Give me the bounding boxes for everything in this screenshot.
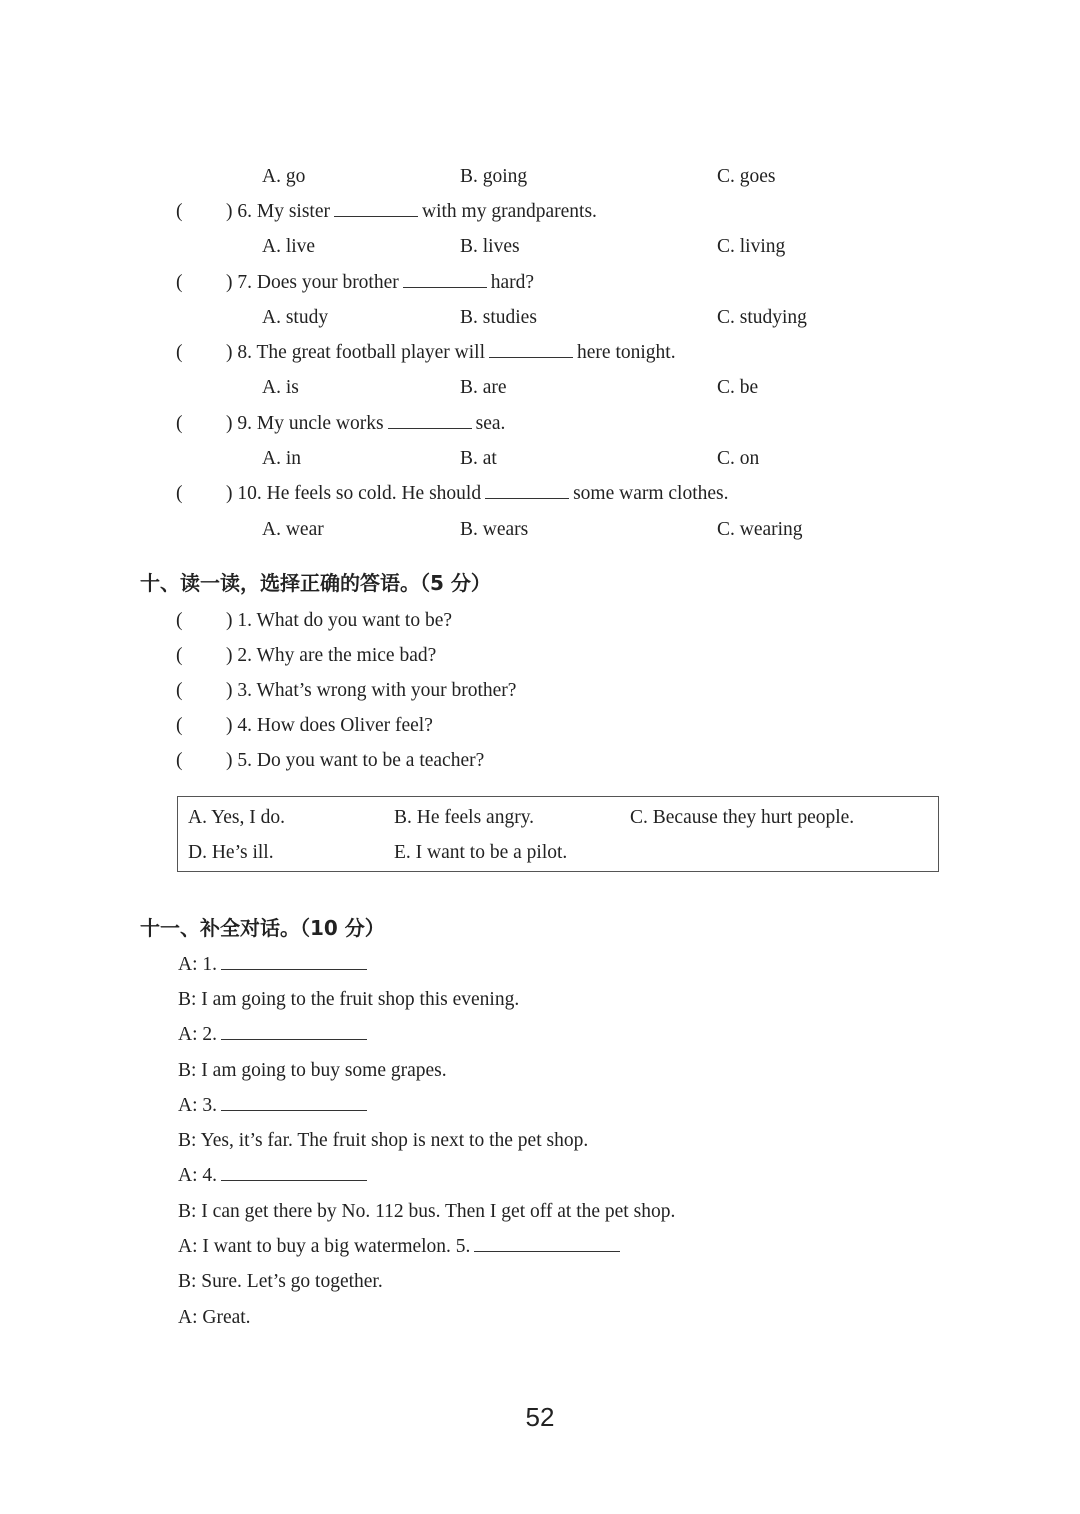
q9-option-c: C. on: [717, 448, 760, 469]
question-6-text: ) 6. My sister: [226, 201, 330, 222]
answer-blank[interactable]: [221, 1160, 367, 1181]
section-10-heading: 十、读一读，选择正确的答语。（5 分）: [140, 571, 491, 595]
question-10-text-end: some warm clothes.: [573, 483, 729, 504]
q5-option-a: A. go: [262, 166, 306, 187]
answer-paren[interactable]: (: [176, 680, 183, 701]
answer-blank[interactable]: [485, 478, 569, 499]
dialogue-text: A: 1.: [178, 954, 217, 975]
answer-blank[interactable]: [489, 337, 573, 358]
question-10-text: ) 10. He feels so cold. He should: [226, 483, 482, 504]
dialogue-text: B: I can get there by No. 112 bus. Then I get off at the pet shop.: [178, 1201, 676, 1222]
answer-paren[interactable]: (: [176, 342, 183, 363]
q6-option-a: A. live: [262, 236, 316, 257]
answer-choice-e: E. I want to be a pilot.: [394, 842, 568, 863]
dialogue-text: B: Sure. Let’s go together.: [178, 1271, 383, 1292]
q6-option-c: C. living: [717, 236, 786, 257]
answer-choice-a: A. Yes, I do.: [188, 807, 285, 828]
answer-blank[interactable]: [334, 196, 418, 217]
dialogue-text: A: Great.: [178, 1307, 251, 1328]
q10-option-c: C. wearing: [717, 519, 803, 540]
dialogue-text: B: I am going to buy some grapes.: [178, 1060, 447, 1081]
s10-question-text: ) 1. What do you want to be?: [226, 610, 453, 631]
answer-paren[interactable]: (: [176, 272, 183, 293]
answer-blank[interactable]: [221, 1090, 367, 1111]
answer-choices-box: [177, 796, 939, 872]
answer-paren[interactable]: (: [176, 201, 183, 222]
q9-option-a: A. in: [262, 448, 301, 469]
question-9-text: ) 9. My uncle works: [226, 413, 384, 434]
q7-option-a: A. study: [262, 307, 329, 328]
q5-option-b: B. going: [460, 166, 528, 187]
q8-option-a: A. is: [262, 377, 299, 398]
answer-paren[interactable]: (: [176, 413, 183, 434]
answer-paren[interactable]: (: [176, 715, 183, 736]
dialogue-text: A: 2.: [178, 1024, 217, 1045]
question-6-text-end: with my grandparents.: [422, 201, 597, 222]
s10-question-text: ) 5. Do you want to be a teacher?: [226, 750, 485, 771]
q7-option-b: B. studies: [460, 307, 537, 328]
q8-option-b: B. are: [460, 377, 507, 398]
answer-choice-d: D. He’s ill.: [188, 842, 274, 863]
answer-paren[interactable]: (: [176, 483, 183, 504]
answer-blank[interactable]: [221, 1019, 367, 1040]
answer-paren[interactable]: (: [176, 610, 183, 631]
q9-option-b: B. at: [460, 448, 497, 469]
page-number: 52: [525, 1402, 555, 1432]
q8-option-c: C. be: [717, 377, 759, 398]
answer-blank[interactable]: [474, 1231, 620, 1252]
s10-question-text: ) 2. Why are the mice bad?: [226, 645, 437, 666]
q10-option-b: B. wears: [460, 519, 529, 540]
question-7-text: ) 7. Does your brother: [226, 272, 399, 293]
s10-question-text: ) 3. What’s wrong with your brother?: [226, 680, 517, 701]
dialogue-text: A: I want to buy a big watermelon. 5.: [178, 1236, 471, 1257]
dialogue-text: B: Yes, it’s far. The fruit shop is next to the pet shop.: [178, 1130, 589, 1151]
answer-choice-b: B. He feels angry.: [394, 807, 535, 828]
answer-paren[interactable]: (: [176, 750, 183, 771]
s10-question-text: ) 4. How does Oliver feel?: [226, 715, 433, 736]
q6-option-b: B. lives: [460, 236, 520, 257]
question-8-text: ) 8. The great football player will: [226, 342, 486, 363]
q7-option-c: C. studying: [717, 307, 807, 328]
question-8-text-end: here tonight.: [577, 342, 676, 363]
answer-blank[interactable]: [221, 949, 367, 970]
dialogue-text: A: 4.: [178, 1165, 217, 1186]
answer-blank[interactable]: [388, 408, 472, 429]
answer-choice-c: C. Because they hurt people.: [630, 807, 855, 828]
dialogue-text: B: I am going to the fruit shop this evening.: [178, 989, 520, 1010]
answer-paren[interactable]: (: [176, 645, 183, 666]
section-11-heading: 十一、补全对话。（10 分）: [140, 916, 385, 940]
q10-option-a: A. wear: [262, 519, 324, 540]
q5-option-c: C. goes: [717, 166, 776, 187]
question-9-text-end: sea.: [475, 413, 506, 434]
answer-blank[interactable]: [403, 267, 487, 288]
dialogue-text: A: 3.: [178, 1095, 217, 1116]
question-7-text-end: hard?: [490, 272, 535, 293]
